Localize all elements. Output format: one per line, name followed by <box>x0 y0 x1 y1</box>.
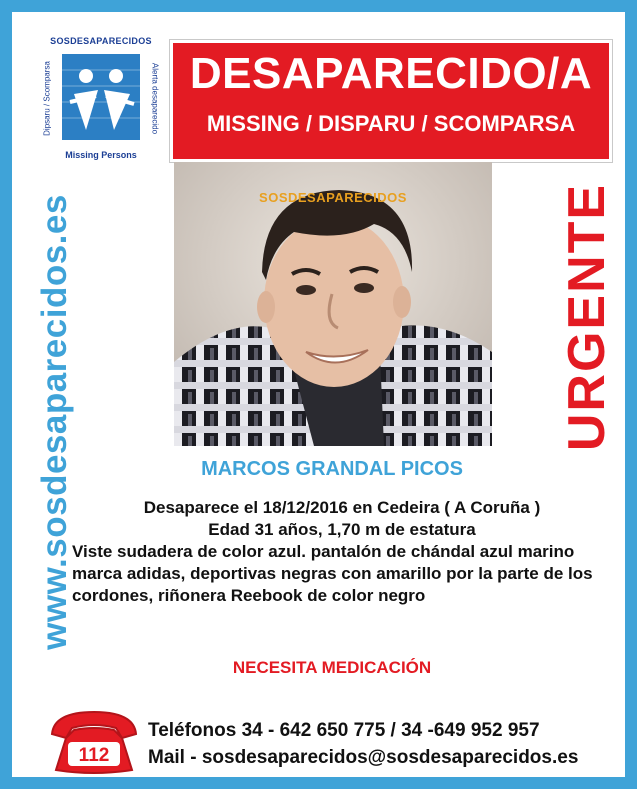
person-details <box>72 497 612 607</box>
banner-subtitle: MISSING / DISPARU / SCOMPARSA <box>206 111 576 136</box>
logo-bottom-text: Missing Persons <box>65 150 137 160</box>
people-icon <box>56 50 146 144</box>
side-urgent <box>557 172 617 462</box>
medication-notice: NECESITA MEDICACIÓN <box>232 658 432 677</box>
clothing-description: Viste sudadera de color azul. pantalón de chándal azul marino marca adidas, deportivas negras con amarillo por la parte de los cordones, riñonera Reebook de color negro <box>72 542 593 605</box>
person-name: MARCOS GRANDAL PICOS <box>201 458 463 480</box>
emergency-number: 112 <box>78 745 110 766</box>
contact-info <box>148 717 618 771</box>
side-website <box>35 162 74 682</box>
banner-title: DESAPARECIDO/A <box>189 49 593 98</box>
phone-numbers: Teléfonos 34 - 642 650 775 / 34 -649 952 957 <box>148 720 540 741</box>
person-photo <box>174 162 492 446</box>
logo-top-text: SOSDESAPARECIDOS <box>50 36 152 46</box>
urgent-text: URGENTE <box>558 182 616 452</box>
disappearance-info: Desaparece el 18/12/2016 en Cedeira ( A Coruña ) <box>143 498 541 517</box>
logo-left-text: Dipsaru / Scomparsa <box>42 61 52 136</box>
age-height-info: Edad 31 años, 1,70 m de estatura <box>208 520 476 539</box>
missing-banner <box>170 40 612 162</box>
website-text: www.sosdesaparecidos.es <box>35 194 74 650</box>
emergency-phone-icon <box>46 704 142 776</box>
sosdesaparecidos-logo <box>36 36 166 160</box>
email-address: Mail - sosdesaparecidos@sosdesaparecidos.es <box>148 747 579 768</box>
photo-watermark: SOSDESAPARECIDOS <box>259 190 407 205</box>
logo-right-text: Alerta desaparecido <box>150 62 160 135</box>
